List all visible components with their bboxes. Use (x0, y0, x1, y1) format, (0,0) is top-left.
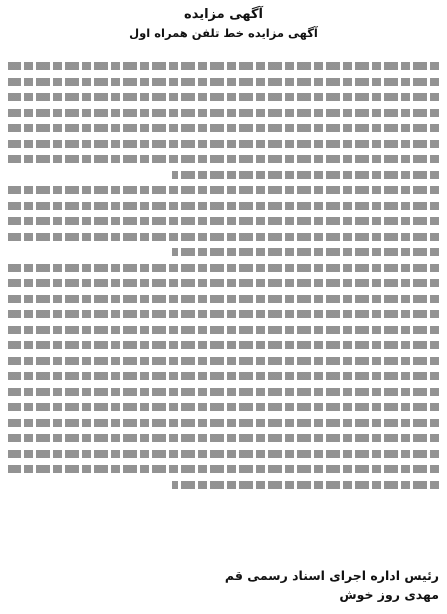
signature-office: رئیس اداره اجرای اسناد رسمی قم (224, 568, 439, 583)
body-text-line (8, 62, 439, 70)
body-text-line (8, 341, 439, 349)
body-text-line (8, 388, 439, 396)
notice-body-placeholder (8, 62, 439, 532)
body-text-line (8, 419, 439, 427)
body-text-line (8, 357, 439, 365)
notice-title: آگهی مزایده (184, 7, 263, 22)
body-text-line (8, 434, 439, 442)
body-text-line (8, 186, 439, 194)
body-text-line (8, 310, 439, 318)
body-text-line (172, 248, 439, 256)
body-text-line (8, 217, 439, 225)
body-text-line (8, 465, 439, 473)
body-text-line (8, 295, 439, 303)
body-text-line (172, 481, 439, 489)
body-text-line (8, 233, 439, 241)
body-text-line (8, 124, 439, 132)
notice-subtitle: آگهی مزایده خط تلفن همراه اول (129, 26, 318, 40)
body-text-line (8, 450, 439, 458)
body-text-line (8, 202, 439, 210)
body-text-line (8, 326, 439, 334)
body-text-line (8, 155, 439, 163)
body-text-line (8, 78, 439, 86)
body-text-line (8, 403, 439, 411)
signature-block (225, 566, 439, 604)
body-text-line (8, 109, 439, 117)
body-text-line (8, 140, 439, 148)
body-text-line (8, 372, 439, 380)
body-text-line (172, 171, 439, 179)
signature-name: مهدی روز خوش (339, 587, 439, 602)
body-text-line (8, 279, 439, 287)
body-text-line (8, 93, 439, 101)
body-text-line (8, 264, 439, 272)
